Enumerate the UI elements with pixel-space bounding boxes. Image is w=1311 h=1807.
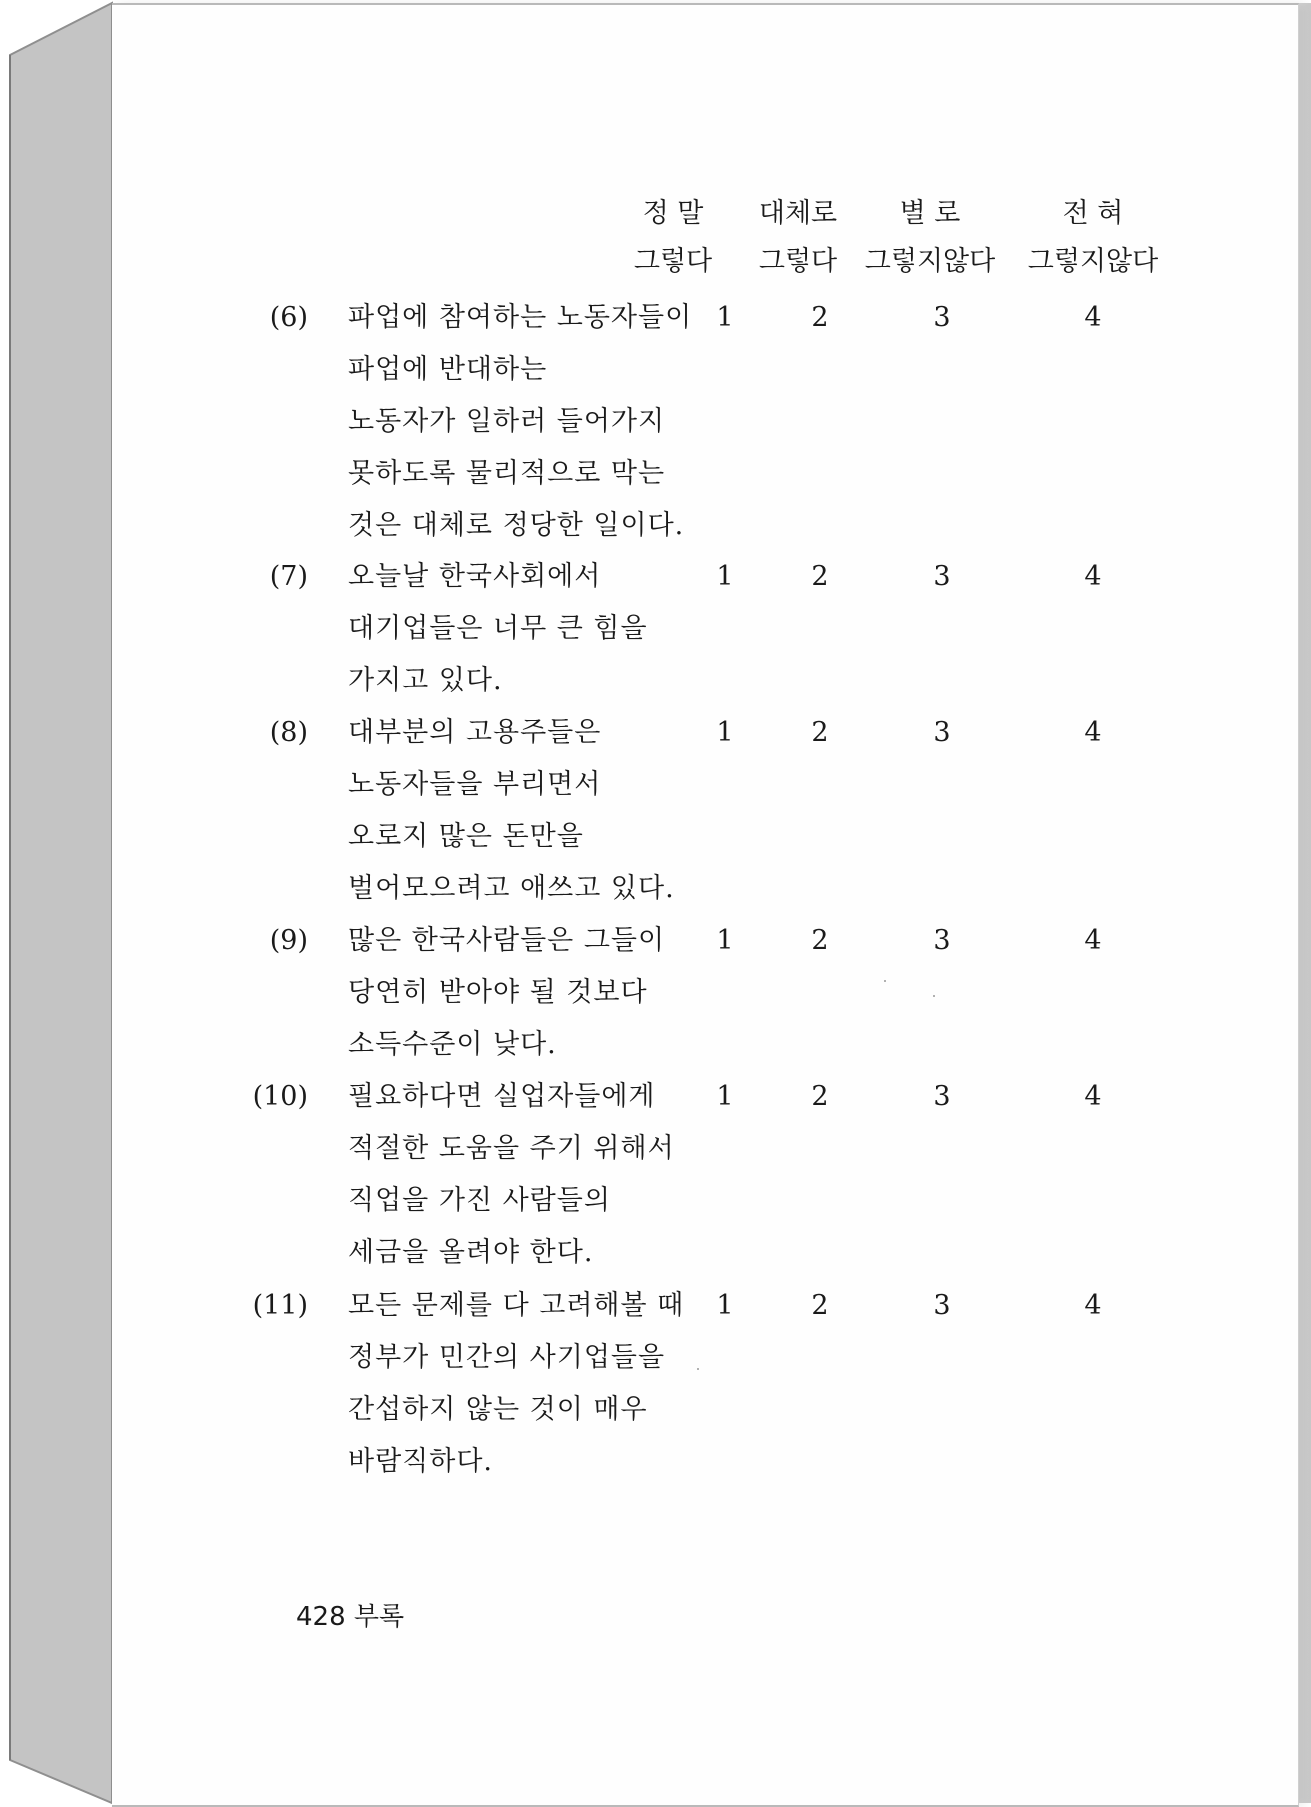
question-line: 세금을 올려야 한다. (348, 1237, 594, 1268)
option-4: 4 (1084, 302, 1102, 333)
question-line: 것은 대체로 정당한 일이다. (348, 510, 685, 541)
question-line: 필요하다면 실업자들에게 (348, 1081, 656, 1112)
header-line: 전 혀 (1062, 198, 1124, 229)
question-text (348, 707, 708, 915)
question-number: (7) (269, 561, 308, 592)
question-text (348, 1071, 708, 1279)
option-4: 4 (1084, 1290, 1102, 1321)
question-line: 간섭하지 않는 것이 매우 (348, 1394, 648, 1425)
option-3: 3 (933, 1081, 951, 1112)
question-line: 많은 한국사람들은 그들이 (348, 925, 666, 956)
question-text (348, 551, 708, 707)
question-line: 노동자들을 부리면서 (348, 769, 602, 800)
question-line: 노동자가 일하러 들어가지 (348, 406, 666, 437)
question-number: (8) (269, 717, 308, 748)
page-number: 428 (296, 1602, 346, 1632)
question-number: (11) (252, 1290, 308, 1321)
option-4: 4 (1084, 561, 1102, 592)
question-line: 당연히 받아야 될 것보다 (348, 977, 648, 1008)
question-line: 오로지 많은 돈만을 (348, 821, 584, 852)
question-number: (9) (269, 925, 308, 956)
question-line: 대부분의 고용주들은 (348, 717, 602, 748)
question-line: 직업을 가진 사람들의 (348, 1185, 611, 1216)
option-1: 1 (716, 561, 734, 592)
scan-speck (884, 980, 886, 982)
header-agree (748, 190, 848, 286)
question-line: 적절한 도움을 주기 위해서 (348, 1133, 675, 1164)
question-line: 못하도록 물리적으로 막는 (348, 458, 666, 489)
option-3: 3 (933, 717, 951, 748)
header-line: 별 로 (899, 198, 961, 229)
option-1: 1 (716, 717, 734, 748)
header-line: 그렇다 (758, 246, 838, 277)
option-3: 3 (933, 561, 951, 592)
option-2: 2 (811, 561, 829, 592)
page-footer (296, 1596, 404, 1633)
option-2: 2 (811, 302, 829, 333)
header-disagree (860, 190, 1000, 286)
option-2: 2 (811, 1290, 829, 1321)
header-line: 그렇지않다 (1027, 246, 1159, 277)
option-1: 1 (716, 925, 734, 956)
question-text (348, 292, 708, 552)
header-strongly-agree (628, 190, 718, 286)
question-line: 오늘날 한국사회에서 (348, 561, 602, 592)
question-line: 파업에 참여하는 노동자들이 (348, 302, 693, 333)
question-line: 정부가 민간의 사기업들을 (348, 1342, 666, 1373)
option-2: 2 (811, 717, 829, 748)
scan-speck (933, 995, 935, 997)
question-line: 파업에 반대하는 (348, 354, 548, 385)
option-3: 3 (933, 1290, 951, 1321)
header-line: 정 말 (642, 198, 704, 229)
option-2: 2 (811, 1081, 829, 1112)
question-line: 가지고 있다. (348, 665, 503, 696)
question-line: 대기업들은 너무 큰 힘을 (348, 613, 648, 644)
header-line: 대체로 (758, 198, 838, 229)
option-4: 4 (1084, 925, 1102, 956)
option-3: 3 (933, 302, 951, 333)
section-label: 부록 (353, 1602, 405, 1632)
header-line: 그렇지않다 (864, 246, 996, 277)
option-4: 4 (1084, 1081, 1102, 1112)
header-strongly-disagree (1018, 190, 1168, 286)
option-1: 1 (716, 302, 734, 333)
option-1: 1 (716, 1081, 734, 1112)
scan-speck (697, 1368, 699, 1370)
option-1: 1 (716, 1290, 734, 1321)
question-number: (10) (252, 1081, 308, 1112)
option-3: 3 (933, 925, 951, 956)
question-text (348, 1280, 708, 1488)
option-2: 2 (811, 925, 829, 956)
question-number: (6) (269, 302, 308, 333)
question-line: 소득수준이 낮다. (348, 1029, 557, 1060)
question-line: 모든 문제를 다 고려해볼 때 (348, 1290, 685, 1321)
question-line: 바람직하다. (348, 1446, 493, 1477)
book-spine-side (0, 0, 120, 1806)
option-4: 4 (1084, 717, 1102, 748)
question-line: 벌어모으려고 애쓰고 있다. (348, 873, 675, 904)
question-text (348, 915, 708, 1071)
header-line: 그렇다 (633, 246, 713, 277)
